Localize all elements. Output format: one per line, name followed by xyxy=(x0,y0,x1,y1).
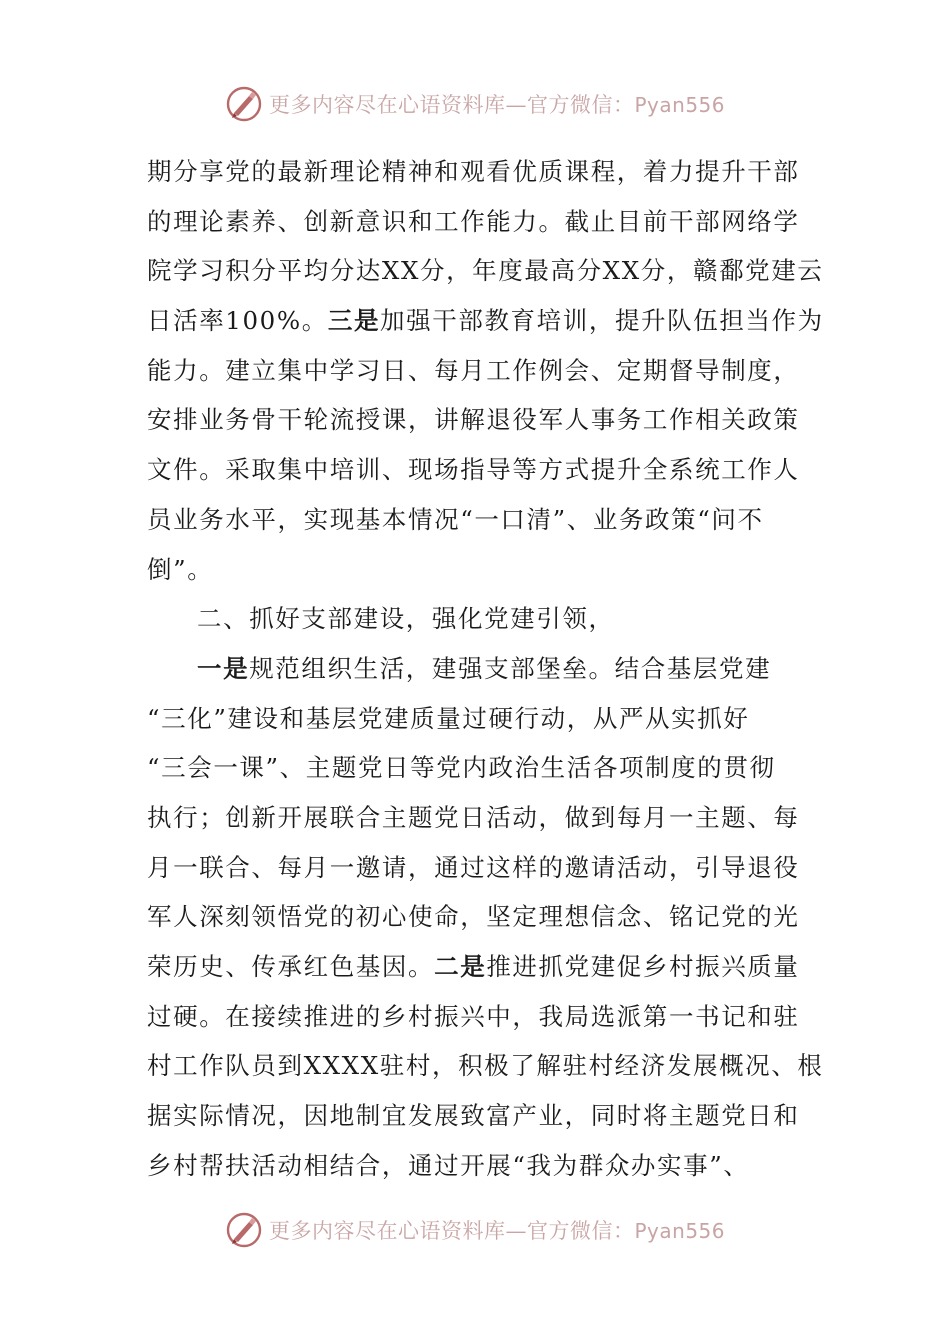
text-line: 一是规范组织生活，建强支部堡垒。结合基层党建 xyxy=(197,653,772,683)
text-line: 员业务水平，实现基本情况“一口清”、业务政策“问不 xyxy=(147,504,764,534)
bold-marker: 一是 xyxy=(197,653,250,683)
text-line: 日活率100%。三是加强干部教育培训，提升队伍担当作为 xyxy=(147,306,824,336)
bold-marker: 三是 xyxy=(327,306,381,336)
footer-wechat-id: Pyan556 xyxy=(634,1219,725,1243)
text-line: 文件。采取集中培训、现场指导等方式提升全系统工作人 xyxy=(147,455,800,485)
header-watermark xyxy=(0,82,950,126)
pen-logo-icon xyxy=(225,85,263,123)
text-line: 乡村帮扶活动相结合，通过开展“我为群众办实事”、 xyxy=(147,1150,750,1180)
text-line: 据实际情况，因地制宜发展致富产业，同时将主题党日和 xyxy=(147,1101,800,1131)
pen-logo-icon xyxy=(225,1211,263,1249)
bold-marker: 二是 xyxy=(434,952,487,981)
text-line: “三化”建设和基层党建质量过硬行动，从严从实抓好 xyxy=(147,703,750,733)
text-line: 月一联合、每月一邀请，通过这样的邀请活动，引导退役 xyxy=(147,852,800,882)
text-line: 倒”。 xyxy=(147,554,214,584)
text-line: “三会一课”、主题党日等党内政治生活各项制度的贯彻 xyxy=(147,753,776,783)
text-line: 村工作队员到XXXX驻村，积极了解驻村经济发展概况、根 xyxy=(147,1051,824,1081)
text-line: 过硬。在接续推进的乡村振兴中，我局选派第一书记和驻 xyxy=(147,1001,800,1031)
text-line: 期分享党的最新理论精神和观看优质课程，着力提升干部 xyxy=(147,157,800,186)
text-line: 能力。建立集中学习日、每月工作例会、定期督导制度， xyxy=(147,355,800,385)
section-heading: 二、抓好支部建设，强化党建引领， xyxy=(197,604,615,634)
text-line: 荣历史、传承红色基因。二是推进抓党建促乡村振兴质量 xyxy=(147,952,800,981)
text-line: 执行；创新开展联合主题党日活动，做到每月一主题、每 xyxy=(147,802,800,832)
footer-watermark xyxy=(0,1208,950,1252)
header-wechat-id: Pyan556 xyxy=(634,93,725,117)
text-line: 军人深刻领悟党的初心使命，坚定理想信念、铭记党的光 xyxy=(147,902,800,932)
footer-watermark-text: 更多内容尽在心语资料库—官方微信：Pyan556 xyxy=(268,1219,725,1243)
header-watermark-text: 更多内容尽在心语资料库—官方微信：Pyan556 xyxy=(268,93,725,117)
text-line: 院学习积分平均分达XX分，年度最高分XX分，赣鄱党建云 xyxy=(147,256,824,286)
text-line: 的理论素养、创新意识和工作能力。截止目前干部网络学 xyxy=(147,206,800,236)
text-line: 安排业务骨干轮流授课，讲解退役军人事务工作相关政策 xyxy=(147,405,800,435)
document-body xyxy=(147,147,824,1190)
